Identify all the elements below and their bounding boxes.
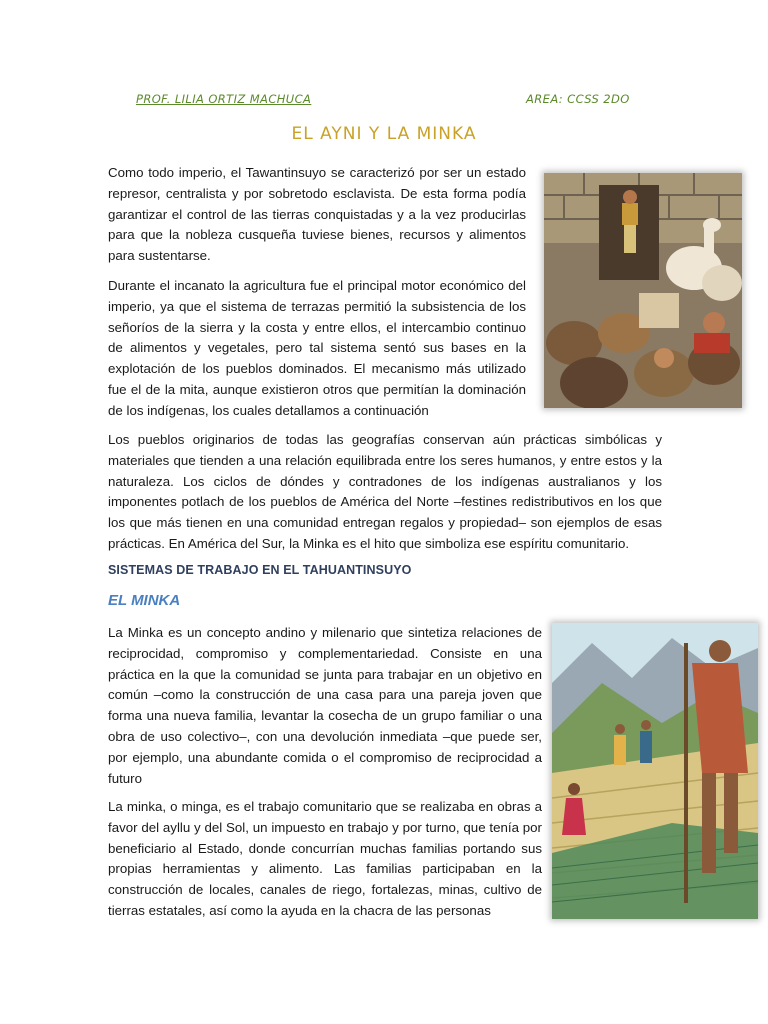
section-heading: SISTEMAS DE TRABAJO EN EL TAHUANTINSUYO — [108, 563, 412, 577]
paragraph-minka-community: La minka, o minga, es el trabajo comunitario que se realizaba en obras a favor del ayllu y del Sol, un impuesto en trabajo y por turno, que tenía por beneficiario al Estado, donde concurrían muchas familias portando sus propias herramientas y alimento. Las familias participaban en la construcción de locales, canales de riego, fortalezas, minas, cultivo de tierras estatales, así como la ayuda en la chacra de las personas — [108, 799, 542, 918]
minka-farming-illustration — [552, 623, 758, 919]
course-area: AREA: CCSS 2DO — [526, 92, 630, 106]
subheading-minka: EL MINKA — [108, 592, 181, 609]
inca-tribute-illustration — [544, 173, 742, 408]
paragraph-originary-peoples: Los pueblos originarios de todas las geografías conservan aún prácticas simbólicas y materiales que tienden a una relación equilibrada entre los seres humanos, y entre estos y la naturaleza. Los ciclos de dóndes y contradones de los indígenas australianos y los imponentes potlach de los pueblos de América del Norte –festines redistributivos en los que los que más tienen en una comunidad entregan regalos y propiedad– son ejemplos de esas prácticas. En América del Sur, la Minka es el hito que simboliza ese espíritu comunitario. — [108, 432, 662, 551]
paragraph-intro: Como todo imperio, el Tawantinsuyo se caracterizó por ser un estado represor, centralista y por sobretodo esclavista. De esta forma podía garantizar el control de las tierras conquistadas y a la vez producirlas para que la nobleza cusqueña tuviese bienes, recursos y alimentos para sustentarse. — [108, 165, 526, 264]
author-name: PROF. LILIA ORTIZ MACHUCA — [136, 92, 312, 106]
document-title: EL AYNI Y LA MINKA — [291, 124, 477, 144]
paragraph-agriculture: Durante el incanato la agricultura fue el principal motor económico del imperio, ya que el sistema de terrazas permitió la subsistencia de los señoríos de la sierra y la costa y entre ellos, el intercambio continuo de alimentos y vegetales, pero tal sistema sentó sus bases en la explotación de los pueblos dominados. El mecanismo más utilizado fue el de la mita, aunque existieron otros que permitían la dominación de los indígenas, los cuales detallamos a continuación — [108, 278, 526, 418]
paragraph-minka-concept: La Minka es un concepto andino y milenario que sintetiza relaciones de reciprocidad, compromiso y complementariedad. Consiste en una práctica en la que la comunidad se junta para trabajar en un objetivo en común –como la construcción de una casa para una pareja joven que forma una nueva familia, levantar la cosecha de un grupo familiar o una obra de uso colectivo–, con una devolución inmediata –que puede ser, por ejemplo, una abundante comida o el compromiso de reciprocidad a futuro — [108, 625, 542, 786]
